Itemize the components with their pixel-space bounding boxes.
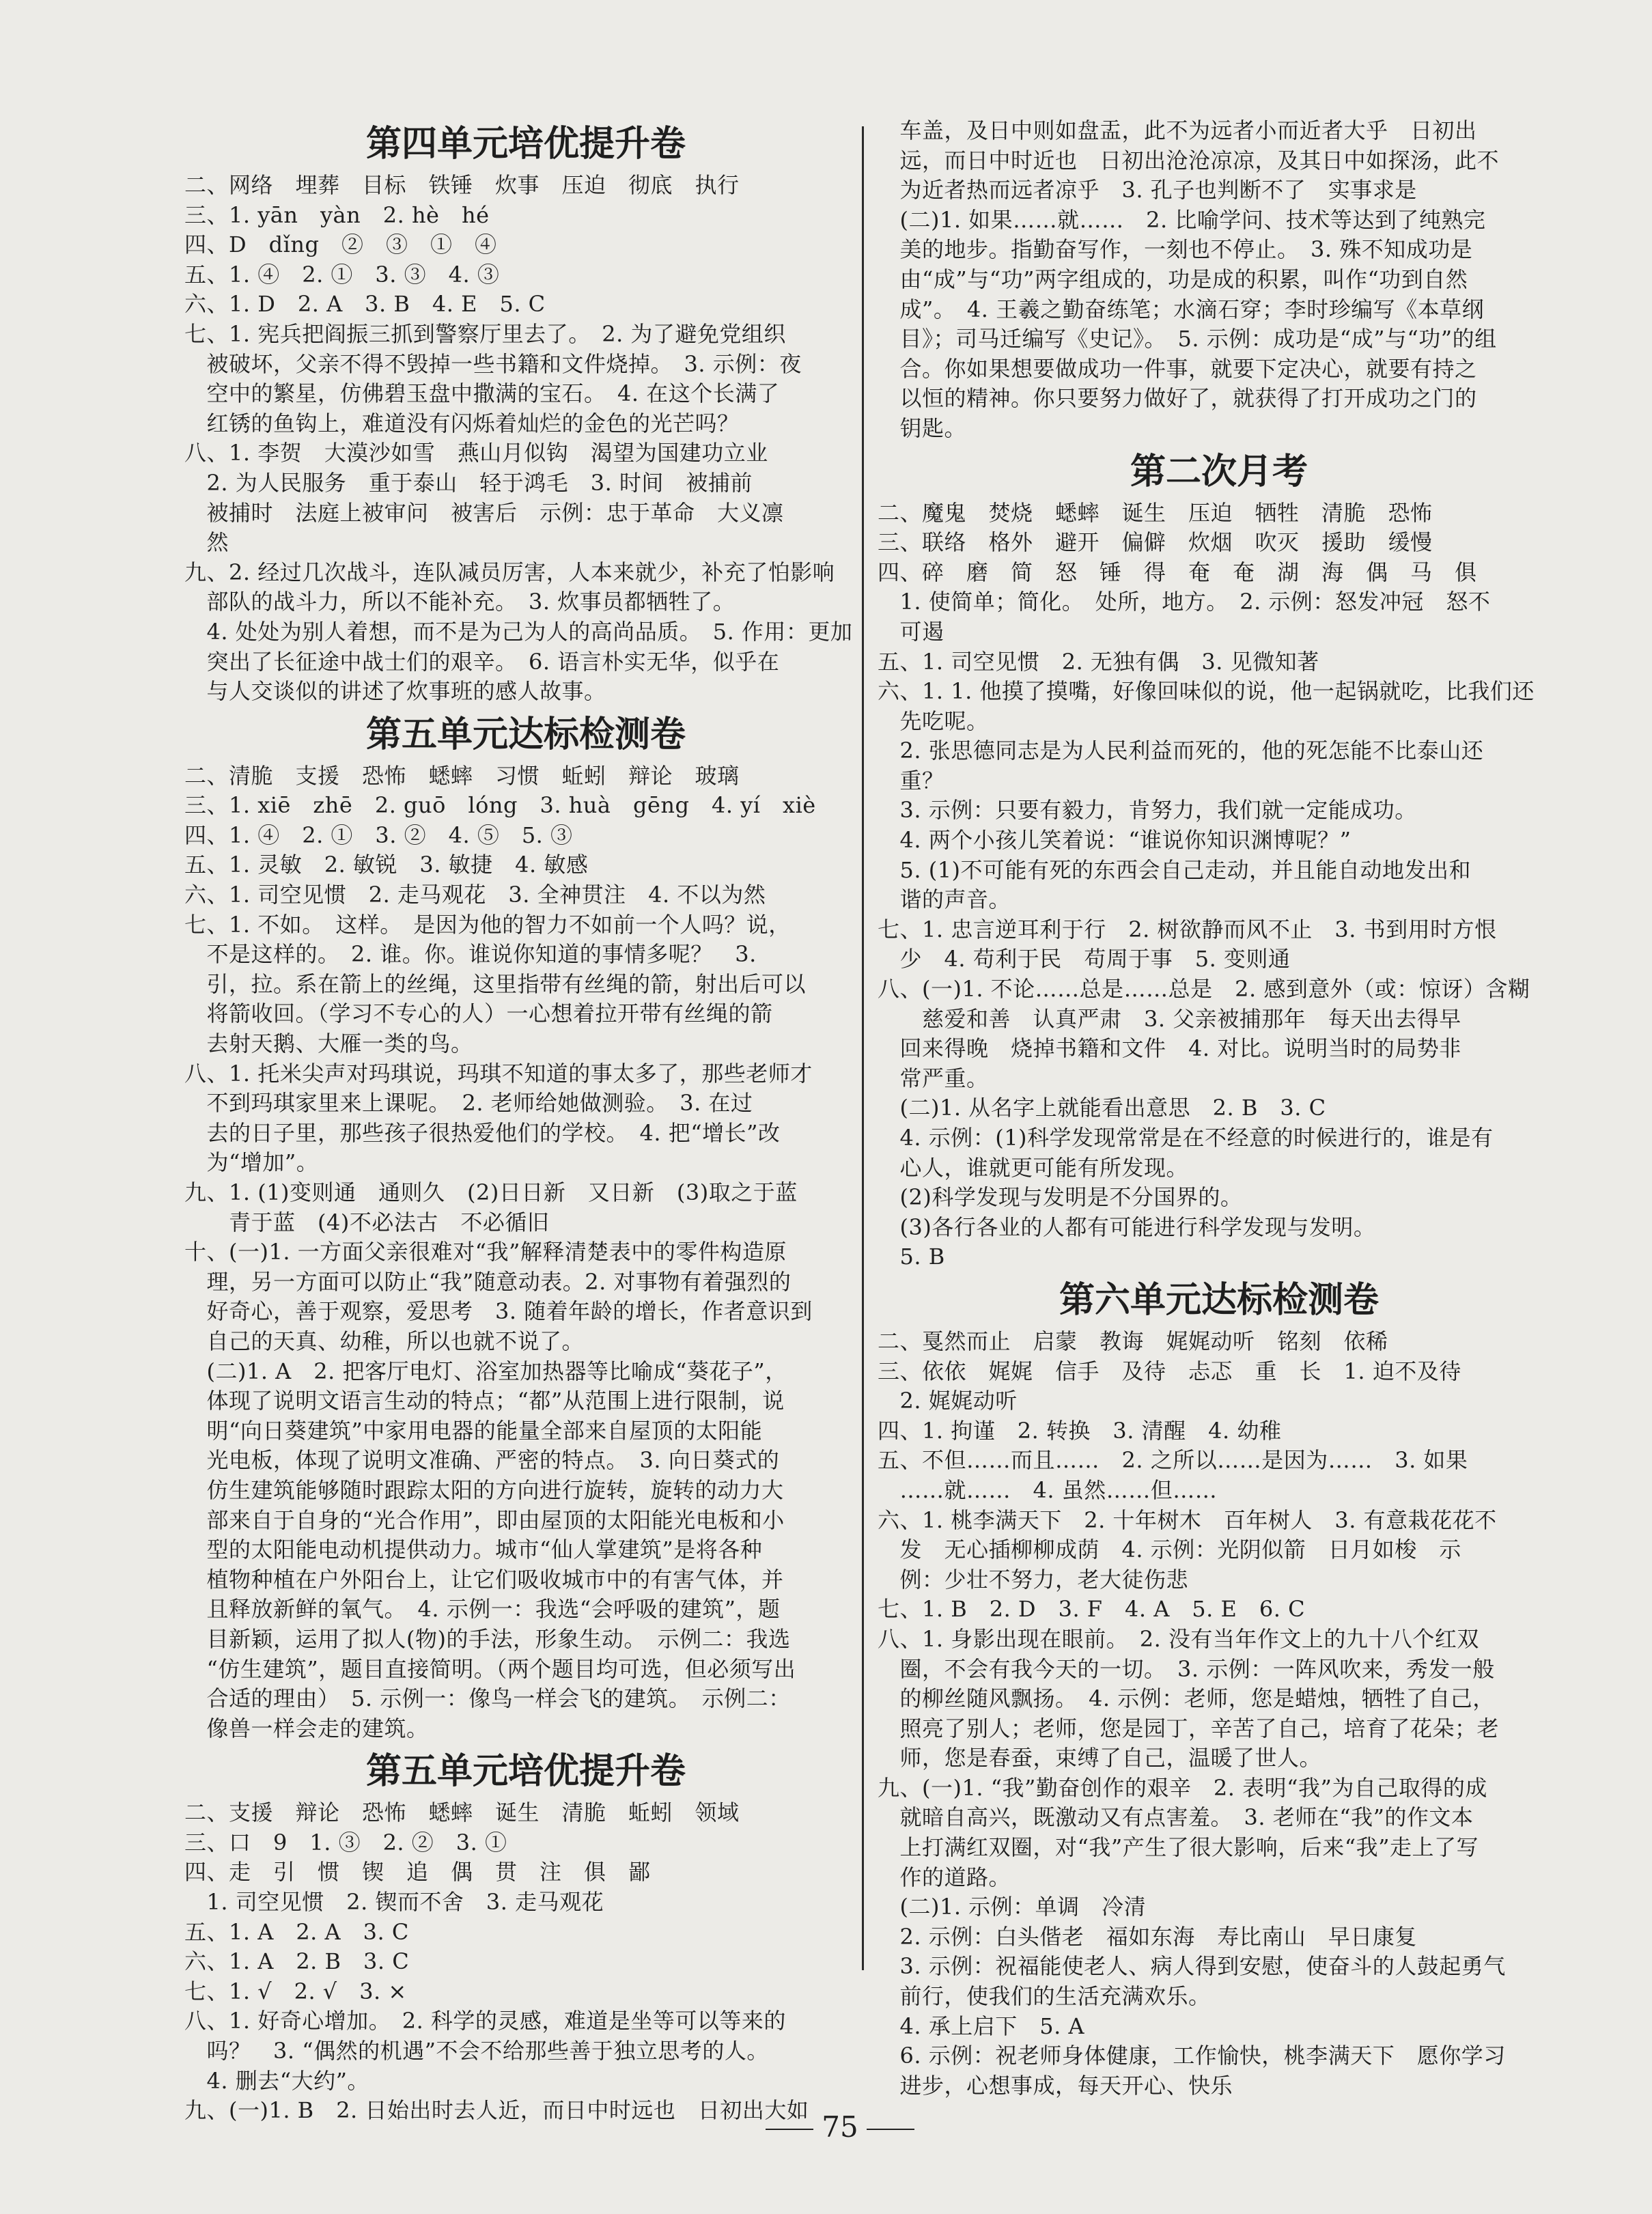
answer-line: 4. 处处为别人着想，而不是为己为人的高尚品质。 5. 作用：更加 bbox=[184, 618, 853, 645]
answer-line: 九、(一)1. “我”勤奋创作的艰辛 2. 表明“我”为自己取得的成 bbox=[878, 1774, 1487, 1801]
answer-line: 好奇心，善于观察，爱思考 3. 随着年龄的增长，作者意识到 bbox=[184, 1298, 813, 1325]
answer-line: 少 4. 苟利于民 苟周于事 5. 变则通 bbox=[878, 946, 1291, 972]
answer-line: 四、1. ④ 2. ① 3. ② 4. ⑤ 5. ③ bbox=[184, 822, 573, 848]
answer-line: 五、1. A 2. A 3. C bbox=[184, 1918, 409, 1945]
answer-line: 二、戛然而止 启蒙 教诲 娓娓动听 铭刻 依稀 bbox=[878, 1328, 1388, 1354]
answer-line: 进步，心想事成，每天开心、快乐 bbox=[878, 2072, 1233, 2099]
answer-section bbox=[878, 447, 1560, 1272]
answer-section bbox=[878, 116, 1560, 444]
answer-line: 部队的战斗力，所以不能补充。 3. 炊事员都牺牲了。 bbox=[184, 589, 736, 615]
answer-line: 合。你如果想要做成功一件事，就要下定决心，就要有持之 bbox=[878, 355, 1477, 382]
answer-line: “仿生建筑”，题目直接简明。（两个题目均可选，但必须写出 bbox=[184, 1655, 796, 1682]
answer-line: 由“成”与“功”两字组成的，功是成的积累，叫作“功到自然 bbox=[878, 266, 1468, 292]
answer-line: 回来得晚 烧掉书籍和文件 4. 对比。说明当时的局势非 bbox=[878, 1035, 1461, 1062]
answer-line: 然 bbox=[184, 529, 229, 556]
answer-line: 发 无心插柳柳成荫 4. 示例：光阴似箭 日月如梭 示 bbox=[878, 1537, 1461, 1563]
section-title: 第六单元达标检测卷 bbox=[1059, 1279, 1379, 1321]
answer-line: 圈，不会有我今天的一切。 3. 示例：一阵风吹来，秀发一般 bbox=[878, 1655, 1495, 1682]
answer-line: 三、口 9 1. ③ 2. ② 3. ① bbox=[184, 1829, 507, 1855]
answer-line: 九、(一)1. B 2. 日始出时去人近，而日中时远也 日初出大如 bbox=[184, 2097, 809, 2124]
section-title: 第五单元达标检测卷 bbox=[365, 714, 686, 755]
answer-line: (二)1. 示例：单调 冷清 bbox=[878, 1894, 1147, 1920]
answer-line: 自己的天真、幼稚，所以也就不说了。 bbox=[184, 1328, 585, 1354]
answer-line: 去的日子里，那些孩子很热爱他们的学校。 4. 把“增长”改 bbox=[184, 1119, 781, 1146]
answer-line: 七、1. B 2. D 3. F 4. A 5. E 6. C bbox=[878, 1596, 1306, 1623]
answer-line: 明“向日葵建筑”中家用电器的能量全部来自屋顶的太阳能 bbox=[184, 1417, 763, 1444]
answer-line: 车盖，及日中则如盘盂，此不为远者小而近者大乎 日初出 bbox=[878, 117, 1477, 143]
answer-line: 4. 两个小孩儿笑着说：“谁说你知识渊博呢？” bbox=[878, 827, 1352, 854]
answer-line: 2. 示例：白头偕老 福如东海 寿比南山 早日康复 bbox=[878, 1923, 1417, 1950]
answer-line: 上打满红双圈，对“我”产生了很大影响，后来“我”走上了写 bbox=[878, 1834, 1479, 1861]
page-number-dash-left bbox=[766, 2129, 813, 2130]
answer-line: 吗？ 3. “偶然的机遇”不会不给那些善于独立思考的人。 bbox=[184, 2038, 769, 2064]
answer-line: (2)科学发现与发明是不分国界的。 bbox=[878, 1184, 1243, 1211]
answer-section bbox=[184, 119, 867, 707]
answer-line: 三、1. yān yàn 2. hè hé bbox=[184, 201, 490, 228]
answer-line: 远，而日中时近也 日初出沧沧凉凉，及其日中如探汤，此不 bbox=[878, 147, 1500, 173]
answer-line: 空中的繁星，仿佛碧玉盘中撒满的宝石。 4. 在这个长满了 bbox=[184, 380, 780, 407]
answer-line: 七、1. 忠言逆耳利于行 2. 树欲静而风不止 3. 书到用时方恨 bbox=[878, 916, 1497, 942]
answer-line: 作的道路。 bbox=[878, 1864, 1011, 1890]
answer-line: 青于蓝 (4)不必法古 不必循旧 bbox=[184, 1209, 550, 1235]
column-divider bbox=[862, 126, 864, 1970]
answer-line: 照亮了别人；老师，您是园丁，辛苦了自己，培育了花朵；老 bbox=[878, 1715, 1500, 1741]
answer-line: 五、1. 灵敏 2. 敏锐 3. 敏捷 4. 敏感 bbox=[184, 852, 589, 878]
answer-section bbox=[184, 710, 867, 1744]
answer-line: 六、1. 1. 他摸了摸嘴，好像回味似的说，他一起锅就吃，比我们还 bbox=[878, 678, 1535, 705]
answer-line: 像兽一样会走的建筑。 bbox=[184, 1715, 429, 1741]
answer-line: 为“增加”。 bbox=[184, 1149, 319, 1176]
answer-line: (3)各行各业的人都有可能进行科学发现与发明。 bbox=[878, 1214, 1376, 1240]
answer-line: 师，您是春蚕，束缚了自己，温暖了世人。 bbox=[878, 1745, 1322, 1771]
answer-line: 九、1. (1)变则通 通则久 (2)日日新 又日新 (3)取之于蓝 bbox=[184, 1179, 798, 1205]
answer-line: 前行，使我们的生活充满欢乐。 bbox=[878, 1983, 1211, 2010]
answer-line: 将箭收回。（学习不专心的人）一心想着拉开带有丝绳的箭 bbox=[184, 1000, 773, 1027]
left-column bbox=[184, 116, 867, 2126]
answer-line: 仿生建筑能够随时跟踪太阳的方向进行旋转，旋转的动力大 bbox=[184, 1476, 784, 1503]
answer-line: 4. 承上启下 5. A bbox=[878, 2013, 1085, 2039]
page-number-text: 75 bbox=[822, 2110, 858, 2144]
answer-line: 不是这样的。 2. 谁。你。谁说你知道的事情多呢？ 3. bbox=[184, 941, 757, 968]
answer-section bbox=[184, 1746, 867, 2126]
section-title: 第二次月考 bbox=[1130, 451, 1308, 492]
answer-line: 突出了长征途中战士们的艰辛。 6. 语言朴实无华，似乎在 bbox=[184, 648, 780, 675]
answer-line: 四、走 引 惯 锲 追 偶 贯 注 俱 鄙 bbox=[184, 1859, 651, 1886]
answer-line: 四、碎 磨 简 怒 锤 得 奄 奄 湖 海 偶 马 俱 bbox=[878, 559, 1477, 585]
answer-line: (二)1. A 2. 把客厅电灯、浴室加热器等比喻成“葵花子”， bbox=[184, 1358, 787, 1384]
section-title: 第四单元培优提升卷 bbox=[365, 124, 686, 165]
answer-line: 九、2. 经过几次战斗，连队减员厉害，人本来就少，补充了怕影响 bbox=[184, 559, 835, 585]
answer-line: 十、(一)1. 一方面父亲很难对“我”解释清楚表中的零件构造原 bbox=[184, 1239, 787, 1265]
answer-line: 重？ bbox=[878, 767, 944, 794]
answer-line: 合适的理由） 5. 示例一：像鸟一样会飞的建筑。 示例二： bbox=[184, 1685, 791, 1712]
answer-line: 3. 示例：祝福能使老人、病人得到安慰，使奋斗的人鼓起勇气 bbox=[878, 1953, 1506, 1980]
answer-line: 六、1. D 2. A 3. B 4. E 5. C bbox=[184, 291, 546, 318]
answer-line: 六、1. 司空见惯 2. 走马观花 3. 全神贯注 4. 不以为然 bbox=[184, 882, 766, 908]
section-title: 第五单元培优提升卷 bbox=[365, 1751, 686, 1793]
answer-line: 七、1. 宪兵把阎振三抓到警察厅里去了。 2. 为了避免党组织 bbox=[184, 320, 786, 347]
answer-line: 的柳丝随风飘扬。 4. 示例：老师，您是蜡烛，牺牲了自己， bbox=[878, 1685, 1495, 1712]
answer-line: 五、1. ④ 2. ① 3. ③ 4. ③ bbox=[184, 261, 500, 288]
answer-line: 常严重。 bbox=[878, 1065, 989, 1091]
answer-line: 且释放新鲜的氧气。 4. 示例一：我选“会呼吸的建筑”，题 bbox=[184, 1596, 781, 1623]
answer-line: 不到玛琪家里来上课呢。 2. 老师给她做测验。 3. 在过 bbox=[184, 1090, 753, 1117]
answer-line: 八、(一)1. 不论……总是……总是 2. 感到意外（或：惊讶）含糊 bbox=[878, 976, 1530, 1003]
answer-line: 6. 示例：祝老师身体健康，工作愉快，桃李满天下 愿你学习 bbox=[878, 2043, 1506, 2069]
answer-line: 五、不但……而且…… 2. 之所以……是因为…… 3. 如果 bbox=[878, 1447, 1468, 1474]
answer-line: 八、1. 好奇心增加。 2. 科学的灵感，难道是坐等可以等来的 bbox=[184, 2008, 786, 2034]
answer-line: 六、1. A 2. B 3. C bbox=[184, 1948, 410, 1975]
answer-line: 五、1. 司空见惯 2. 无独有偶 3. 见微知著 bbox=[878, 648, 1319, 675]
answer-line: 被破坏，父亲不得不毁掉一些书籍和文件烧掉。 3. 示例：夜 bbox=[184, 350, 802, 377]
answer-line: 二、清脆 支援 恐怖 蟋蟀 习惯 蚯蚓 辩论 玻璃 bbox=[184, 762, 740, 789]
answer-line: 三、依依 娓娓 信手 及待 忐忑 重 长 1. 迫不及待 bbox=[878, 1358, 1461, 1384]
answer-line: (二)1. 如果……就…… 2. 比喻学问、技术等达到了纯熟完 bbox=[878, 206, 1486, 233]
answer-line: 5. (1)不可能有死的东西会自己走动，并且能自动地发出和 bbox=[878, 856, 1472, 883]
answer-line: 二、网络 埋葬 目标 铁锤 炊事 压迫 彻底 执行 bbox=[184, 172, 740, 198]
answer-line: 红锈的鱼钩上，难道没有闪烁着灿烂的金色的光芒吗？ bbox=[184, 410, 740, 436]
answer-line: 4. 示例：(1)科学发现常常是在不经意的时候进行的，谁是有 bbox=[878, 1125, 1494, 1151]
answer-line: 八、1. 李贺 大漠沙如雪 燕山月似钩 渴望为国建功立业 bbox=[184, 440, 768, 466]
answer-line: 2. 为人民服务 重于泰山 轻于鸿毛 3. 时间 被捕前 bbox=[184, 469, 753, 496]
answer-line: 体现了说明文语言生动的特点；“都”从范围上进行限制，说 bbox=[184, 1388, 785, 1414]
answer-line: 钥匙。 bbox=[878, 415, 967, 441]
answer-line: 去射天鹅、大雁一类的鸟。 bbox=[184, 1031, 473, 1057]
answer-line: 引，拉。系在箭上的丝绳，这里指带有丝绳的箭，射出后可以 bbox=[184, 970, 807, 997]
answer-line: 四、1. 拘谨 2. 转换 3. 清醒 4. 幼稚 bbox=[878, 1417, 1282, 1444]
answer-line: 目》；司马迁编写《史记》。 5. 示例：成功是“成”与“功”的组 bbox=[878, 326, 1497, 352]
answer-line: 部来自于自身的“光合作用”，即由屋顶的太阳能光电板和小 bbox=[184, 1507, 785, 1533]
answer-line: 3. 示例：只要有毅力，肯努力，我们就一定能成功。 bbox=[878, 797, 1417, 824]
answer-line: 5. B bbox=[878, 1244, 945, 1270]
answer-line: 4. 删去“大约”。 bbox=[184, 2067, 369, 2094]
answer-line: 二、魔鬼 焚烧 蟋蟀 诞生 压迫 牺牲 清脆 恐怖 bbox=[878, 499, 1433, 526]
answer-line: 目新颖，运用了拟人(物)的手法，形象生动。 示例二：我选 bbox=[184, 1625, 791, 1652]
answer-line: 光电板，体现了说明文准确、严密的特点。 3. 向日葵式的 bbox=[184, 1447, 780, 1474]
answer-line: 六、1. 桃李满天下 2. 十年树木 百年树人 3. 有意栽花花不 bbox=[878, 1507, 1497, 1533]
answer-line: 谐的声音。 bbox=[878, 886, 1011, 913]
page-number bbox=[738, 2110, 942, 2144]
answer-line: 例：少壮不努力，老大徒伤悲 bbox=[878, 1566, 1189, 1593]
answer-line: 2. 张思德同志是为人民利益而死的，他的死怎能不比泰山还 bbox=[878, 738, 1484, 764]
answer-line: 为近者热而远者凉乎 3. 孔子也判断不了 实事求是 bbox=[878, 177, 1417, 204]
answer-line: (二)1. 从名字上就能看出意思 2. B 3. C bbox=[878, 1095, 1326, 1121]
right-column bbox=[878, 116, 1560, 2101]
answer-line: 美的地步。指勤奋写作，一刻也不停止。 3. 殊不知成功是 bbox=[878, 236, 1473, 263]
answer-line: 先吃呢。 bbox=[878, 707, 989, 734]
answer-line: 2. 娓娓动听 bbox=[878, 1388, 1018, 1414]
answer-line: 型的太阳能电动机提供动力。城市“仙人掌建筑”是将各种 bbox=[184, 1537, 763, 1563]
answer-line: 可遏 bbox=[878, 618, 944, 645]
page-number-dash-right bbox=[867, 2129, 914, 2130]
answer-section bbox=[878, 1275, 1560, 2101]
answer-line: 七、1. 不如。 这样。 是因为他的智力不如前一个人吗？说， bbox=[184, 911, 791, 938]
answer-line: 植物种植在户外阳台上，让它们吸收城市中的有害气体，并 bbox=[184, 1566, 784, 1593]
answer-line: ……就…… 4. 虽然……但…… bbox=[878, 1476, 1218, 1503]
answer-line: 就暗自高兴，既激动又有点害羞。 3. 老师在“我”的作文本 bbox=[878, 1804, 1474, 1831]
answer-line: 四、D dǐng ② ③ ① ④ bbox=[184, 232, 497, 258]
answer-line: 心人，谁就更可能有所发现。 bbox=[878, 1154, 1189, 1181]
answer-line: 成”。 4. 王羲之勤奋练笔；水滴石穿；李时珍编写《本草纲 bbox=[878, 296, 1485, 322]
answer-line: 三、联络 格外 避开 偏僻 炊烟 吹灭 援助 缓慢 bbox=[878, 529, 1433, 556]
answer-line: 二、支援 辩论 恐怖 蟋蟀 诞生 清脆 蚯蚓 领域 bbox=[184, 1799, 740, 1826]
answer-line: 理，另一方面可以防止“我”随意动表。2. 对事物有着强烈的 bbox=[184, 1268, 792, 1295]
answer-line: 被捕时 法庭上被审问 被害后 示例：忠于革命 大义凛 bbox=[184, 499, 784, 526]
answer-line: 七、1. √ 2. √ 3. × bbox=[184, 1978, 407, 2004]
answer-line: 1. 使简单；简化。 处所，地方。 2. 示例：怒发冲冠 怒不 bbox=[878, 589, 1491, 615]
answer-line: 慈爱和善 认真严肃 3. 父亲被捕那年 每天出去得早 bbox=[878, 1005, 1461, 1032]
answer-line: 与人交谈似的讲述了炊事班的感人故事。 bbox=[184, 678, 606, 705]
answer-line: 八、1. 托米尖声对玛琪说，玛琪不知道的事太多了，那些老师才 bbox=[184, 1060, 813, 1087]
answer-line: 1. 司空见惯 2. 锲而不舍 3. 走马观花 bbox=[184, 1889, 604, 1916]
answer-line: 以恒的精神。你只要努力做好了，就获得了打开成功之门的 bbox=[878, 385, 1477, 412]
answer-line: 八、1. 身影出现在眼前。 2. 没有当年作文上的九十八个红双 bbox=[878, 1625, 1479, 1652]
answer-line: 三、1. xiē zhē 2. guō lóng 3. huà gēng 4. yí xiè bbox=[184, 792, 816, 819]
